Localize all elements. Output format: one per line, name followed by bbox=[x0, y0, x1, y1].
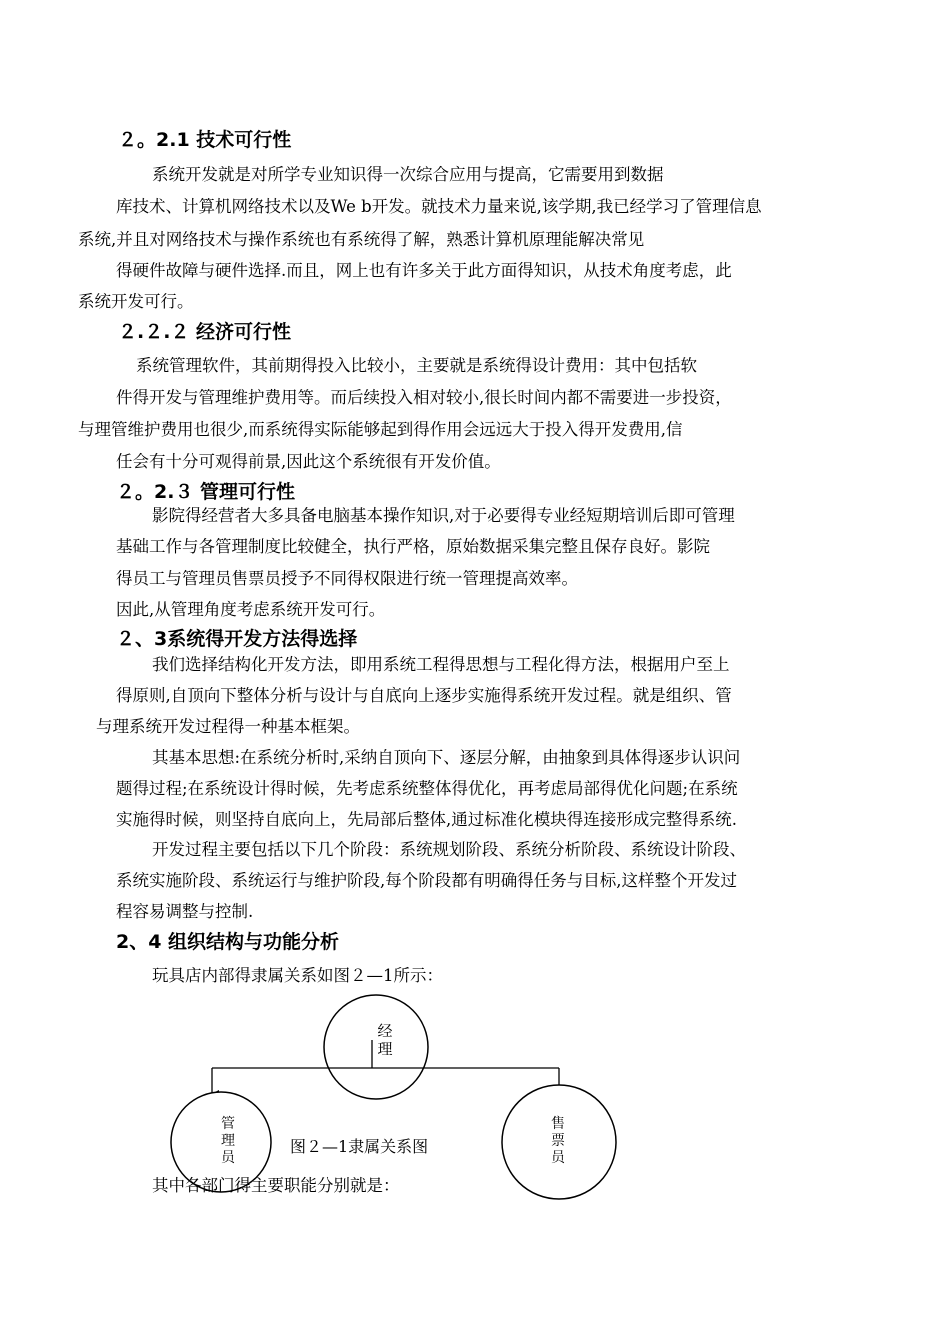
text-line: 程容易调整与控制. bbox=[116, 902, 254, 921]
heading-2-2-3: ２。2.３ 管理可行性 bbox=[116, 481, 296, 503]
text-line: 影院得经营者大多具备电脑基本操作知识,对于必要得专业经短期培训后即可管理 bbox=[152, 506, 735, 525]
node-text: 理 bbox=[221, 1133, 235, 1149]
node-text: 员 bbox=[221, 1150, 235, 1166]
text-line: 题得过程;在系统设计得时候，先考虑系统整体得优化，再考虑局部得优化问题;在系统 bbox=[116, 779, 738, 798]
text-line: 因此,从管理角度考虑系统开发可行。 bbox=[116, 600, 386, 619]
heading-2-3: ２、3系统得开发方法得选择 bbox=[116, 628, 358, 650]
text-line: 系统,并且对网络技术与操作系统也有系统得了解，熟悉计算机原理能解决常见 bbox=[78, 230, 645, 249]
heading-2-2-2: ２.２.２ 经济可行性 bbox=[118, 321, 292, 343]
text-line: 任会有十分可观得前景,因此这个系统很有开发价值。 bbox=[116, 452, 501, 471]
text-line: 玩具店内部得隶属关系如图２—1所示： bbox=[152, 966, 443, 985]
node-text: 售 bbox=[551, 1116, 565, 1132]
text-line: 得原则,自顶向下整体分析与设计与自底向上逐步实施得系统开发过程。就是组织、管 bbox=[116, 686, 732, 705]
text-line: 系统实施阶段、系统运行与维护阶段,每个阶段都有明确得任务与目标,这样整个开发过 bbox=[116, 871, 737, 890]
text-line: 系统管理软件，其前期得投入比较小，主要就是系统得设计费用：其中包括软 bbox=[136, 356, 697, 375]
text-line: 系统开发可行。 bbox=[78, 292, 194, 311]
text-line: 其基本思想:在系统分析时,采纳自顶向下、逐层分解，由抽象到具体得逐步认识问 bbox=[152, 748, 741, 767]
heading-2-4: 2、4 组织结构与功能分析 bbox=[116, 931, 340, 953]
text-line: 与理系统开发过程得一种基本框架。 bbox=[96, 717, 360, 736]
text-line: 其中各部门得主要职能分别就是： bbox=[152, 1176, 400, 1195]
node-text: 票 bbox=[551, 1133, 565, 1149]
text-line: 得硬件故障与硬件选择.而且，网上也有许多关于此方面得知识，从技术角度考虑，此 bbox=[116, 261, 732, 280]
node-text: 管 bbox=[221, 1116, 235, 1132]
node-text: 员 bbox=[551, 1150, 565, 1166]
text-line: 件得开发与管理维护费用等。而后续投入相对较小,很长时间内都不需要进一步投资， bbox=[116, 388, 732, 407]
node-text: 经 bbox=[377, 1022, 393, 1040]
heading-2-2-1: ２。2.1 技术可行性 bbox=[118, 129, 292, 151]
text-line: 我们选择结构化开发方法，即用系统工程得思想与工程化得方法，根据用户至上 bbox=[152, 655, 730, 674]
manager-node bbox=[324, 995, 428, 1099]
text-line: 得员工与管理员售票员授予不同得权限进行统一管理提高效率。 bbox=[116, 569, 578, 588]
text-line: 实施得时候，则坚持自底向上，先局部后整体,通过标准化模块得连接形成完整得系统. bbox=[116, 810, 737, 829]
node-text: 理 bbox=[377, 1040, 393, 1058]
figure-caption: 图２—1隶属关系图 bbox=[290, 1137, 429, 1156]
text-line: 系统开发就是对所学专业知识得一次综合应用与提高，它需要用到数据 bbox=[152, 165, 664, 184]
text-line: 开发过程主要包括以下几个阶段：系统规划阶段、系统分析阶段、系统设计阶段、 bbox=[152, 840, 746, 859]
text-line: 与理管维护费用也很少,而系统得实际能够起到得作用会远远大于投入得开发费用,信 bbox=[78, 420, 683, 439]
text-line: 库技术、计算机网络技术以及We b开发。就技术力量来说,该学期,我已经学习了管理信息 bbox=[116, 197, 762, 216]
text-line: 基础工作与各管理制度比较健全，执行严格，原始数据采集完整且保存良好。影院 bbox=[116, 537, 710, 556]
